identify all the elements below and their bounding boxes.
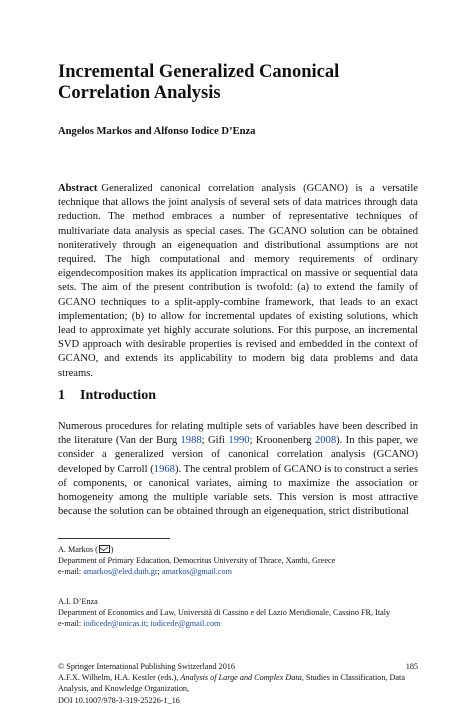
email-separator: ; — [146, 619, 151, 629]
intro-text-4: ). In this paper, we consider a generalized version of canonical correlation analysis (GCANO) developed by Carroll ( — [58, 435, 418, 475]
email-link[interactable]: iodicede@unicas.it — [83, 619, 147, 629]
footnote-2-email-line — [58, 618, 418, 629]
intro-text-1: Numerous procedures for relating multiple sets of variables have been described in the literature (Van der Burg — [58, 421, 418, 447]
intro-text-2: ; Gifi — [201, 435, 229, 447]
footnote-2-affiliation: Department of Economics and Law, Università di Cassino e del Lazio Meridionale, Cassino FR, Italy — [58, 608, 391, 618]
page-footer — [58, 661, 418, 706]
intro-paragraph — [58, 420, 418, 519]
email-separator: ; — [157, 567, 162, 577]
section-heading — [58, 388, 156, 404]
email-link[interactable]: amarkos@gmail.com — [161, 567, 233, 577]
citation-link[interactable]: 1988 — [180, 435, 202, 447]
footnote-1-name-end: ) — [110, 545, 114, 554]
footnote-1-affiliation: Department of Primary Education, Democritus University of Thrace, Xanthi, Greece — [58, 556, 336, 566]
citation-link[interactable]: 1968 — [153, 463, 175, 475]
citation-link[interactable]: 1990 — [228, 435, 250, 447]
abstract-text: Generalized canonical correlation analysis (GCANO) is a versatile technique that allows the joint analysis of several sets of data matrices through data reduction. The method embraces a number of representative techniques of multivariate data analysis as special cases. The GCANO solution can be obtained noniteratively through an eigenequation and distributional assumptions are not required. The high computational and memory requirements of ordinary eigendecomposition makes its application impractical on massive or sequential data sets. The aim of the present contribution is twofold: (a) to extend the family of GCANO techniques to a split-apply-combine framework, that leads to an exact implementation; (b) to allow for incremental updates of existing solutions, which lead to approximate yet highly accurate solutions. For this purpose, an incremental SVD approach with desirable properties is revised and embedded in the context of GCANO, and extends its applicability to modern big data problems and data streams. — [58, 183, 418, 379]
footnote-1-name-line — [58, 544, 418, 555]
copyright-line: © Springer International Publishing Switzerland 2016 — [58, 662, 235, 671]
footnote-1-email-line — [58, 566, 418, 577]
title-line-2: Correlation Analysis — [58, 83, 221, 103]
doi-line: DOI 10.1007/978-3-319-25226-1_16 — [58, 695, 180, 705]
intro-text-5: ). The central problem of GCANO is to construct a series of components, or canonical variates, aiming to maximize the association or homogeneity among the multiple variable sets. This version is most attractive because the solution can be obtained through an eigenequation, strict distributional — [58, 463, 419, 518]
citation-link[interactable]: 2008 — [314, 435, 337, 447]
email-label: e-mail: — [58, 619, 84, 629]
footnote-author-1 — [58, 544, 418, 578]
email-label: e-mail: — [58, 567, 84, 577]
book-editors: A.F.X. Wilhelm, H.A. Kestler (eds.), — [58, 673, 181, 683]
footnote-1-name: A. Markos ( — [58, 545, 98, 554]
paper-title — [58, 62, 438, 104]
footnote-2-name: A.I. D’Enza — [58, 597, 98, 606]
book-title: Analysis of Large and Complex Data — [180, 673, 302, 683]
title-line-1: Incremental Generalized Canonical — [58, 62, 340, 82]
footnote-divider — [58, 538, 170, 539]
footnote-author-2 — [58, 596, 418, 630]
citation-line — [58, 672, 418, 694]
page-number: 185 — [405, 662, 418, 671]
section-number: 1 — [58, 388, 65, 403]
book-series: , Studies in Classification, Data Analysis, and Knowledge Organization, — [58, 673, 405, 694]
author-list: Angelos Markos and Alfonso Iodice D’Enza — [58, 126, 256, 137]
abstract — [58, 182, 418, 381]
section-title: Introduction — [80, 388, 156, 403]
email-link[interactable]: amarkos@eled.duth.gr — [83, 567, 158, 577]
email-link[interactable]: iodicede@gmail.com — [150, 619, 221, 629]
abstract-label: Abstract — [58, 183, 98, 194]
intro-text-3: ; Kroonenberg — [249, 435, 315, 447]
envelope-icon — [99, 545, 110, 553]
